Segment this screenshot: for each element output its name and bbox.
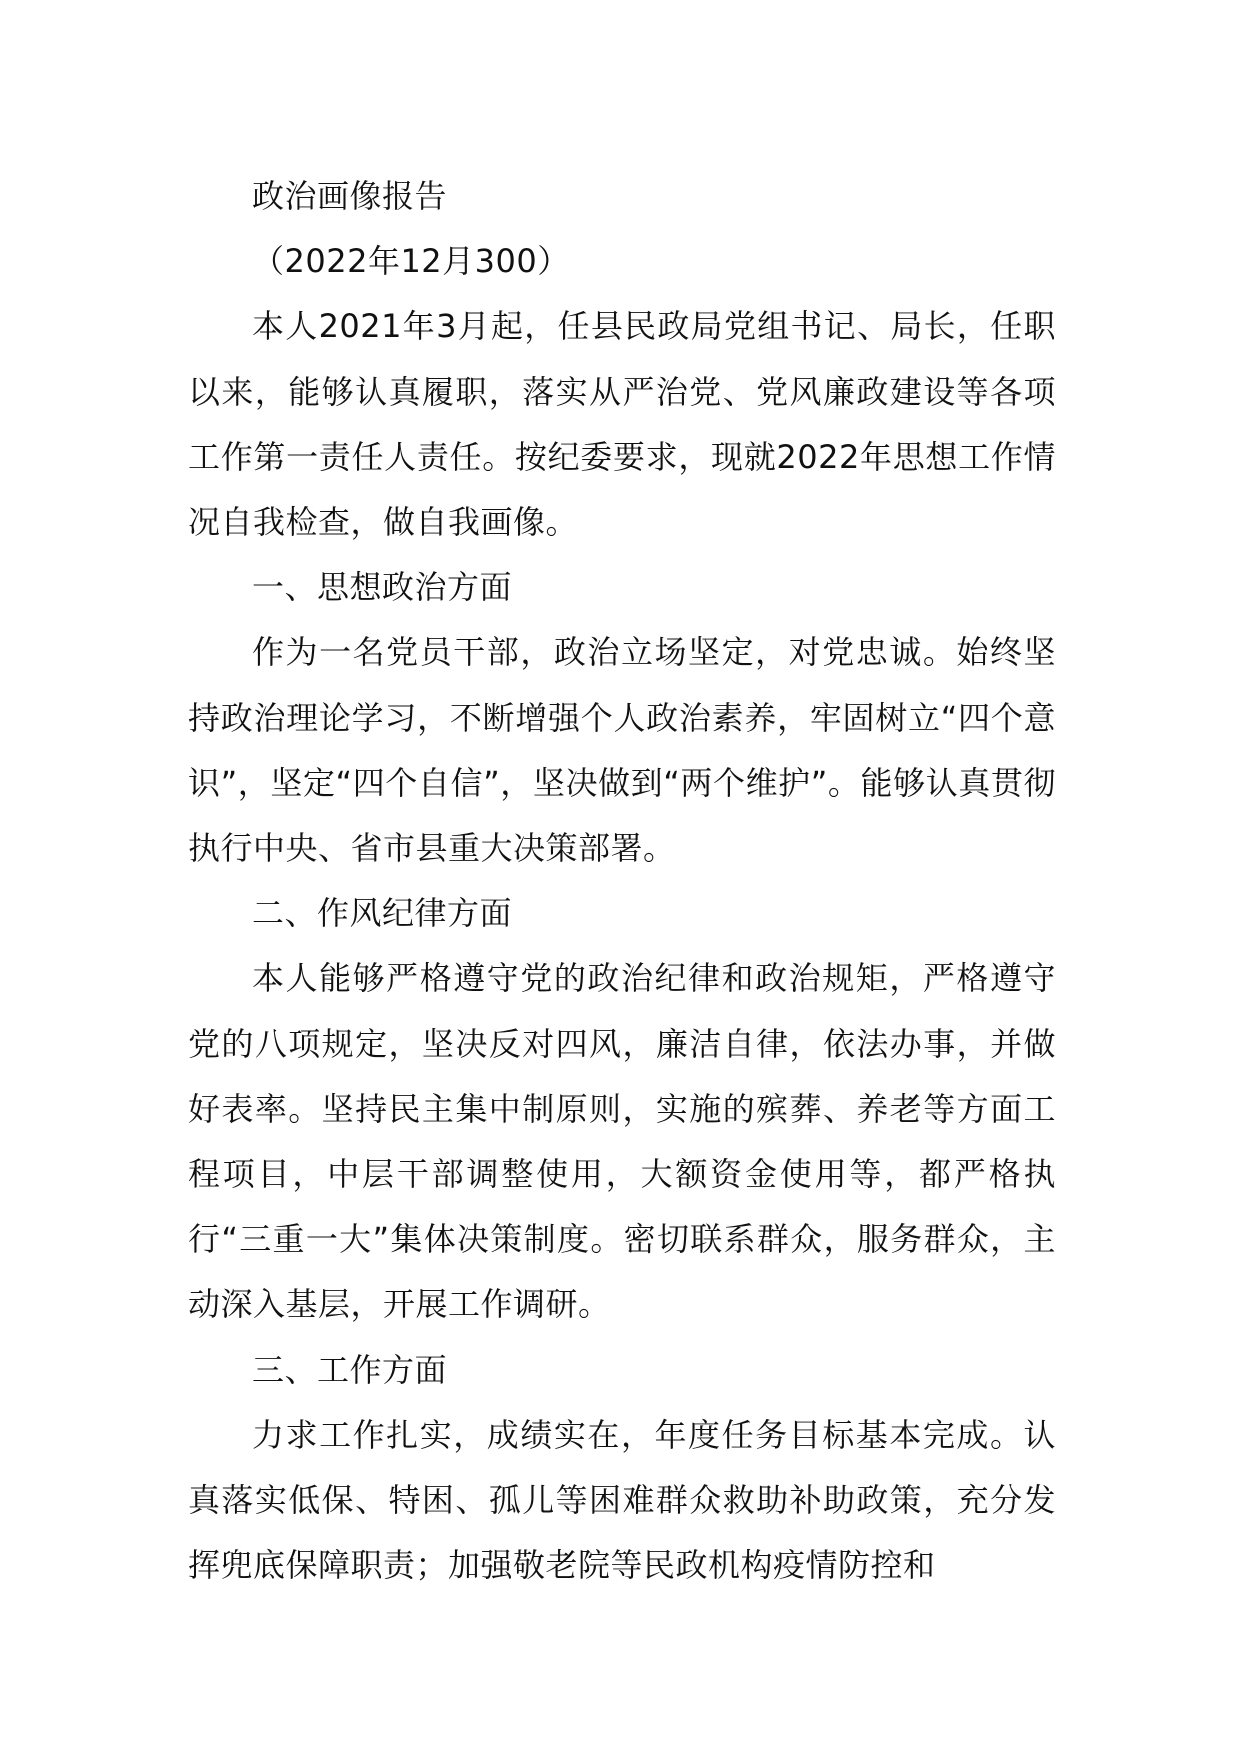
- section-heading-work: 三、工作方面: [252, 1350, 448, 1389]
- document-date: （2022年12月300）: [252, 242, 570, 281]
- paragraph-intro: 本人2021年3月起，任县民政局党组书记、局长，任职以来，能够认真履职，落实从严治党、党风廉政建设等各项工作第一责任人责任。按纪委要求，现就2022年思想工作情况自我检查，做自我画像。: [188, 307, 1056, 542]
- paragraph-work: 力求工作扎实，成绩实在，年度任务目标基本完成。认真落实低保、特困、孤儿等困难群众救助补助政策，充分发挥兜底保障职责；加强敬老院等民政机构疫情防控和: [188, 1415, 1056, 1585]
- paragraph-ideology: 作为一名党员干部，政治立场坚定，对党忠诚。始终坚持政治理论学习，不断增强个人政治素养，牢固树立“四个意识”，坚定“四个自信”，坚决做到“两个维护”。能够认真贯彻执行中央、省市县重大决策部署。: [188, 633, 1056, 868]
- document-body: [188, 164, 1056, 1598]
- document-title: 政治画像报告: [252, 177, 448, 215]
- section-heading-ideology: 一、思想政治方面: [252, 568, 513, 607]
- paragraph-discipline: 本人能够严格遵守党的政治纪律和政治规矩，严格遵守党的八项规定，坚决反对四风，廉洁自律，依法办事，并做好表率。坚持民主集中制原则，实施的殡葬、养老等方面工程项目，中层干部调整使用，大额资金使用等，都严格执行“三重一大”集体决策制度。密切联系群众，服务群众，主动深入基层，开展工作调研。: [188, 959, 1056, 1324]
- section-heading-discipline: 二、作风纪律方面: [252, 894, 513, 933]
